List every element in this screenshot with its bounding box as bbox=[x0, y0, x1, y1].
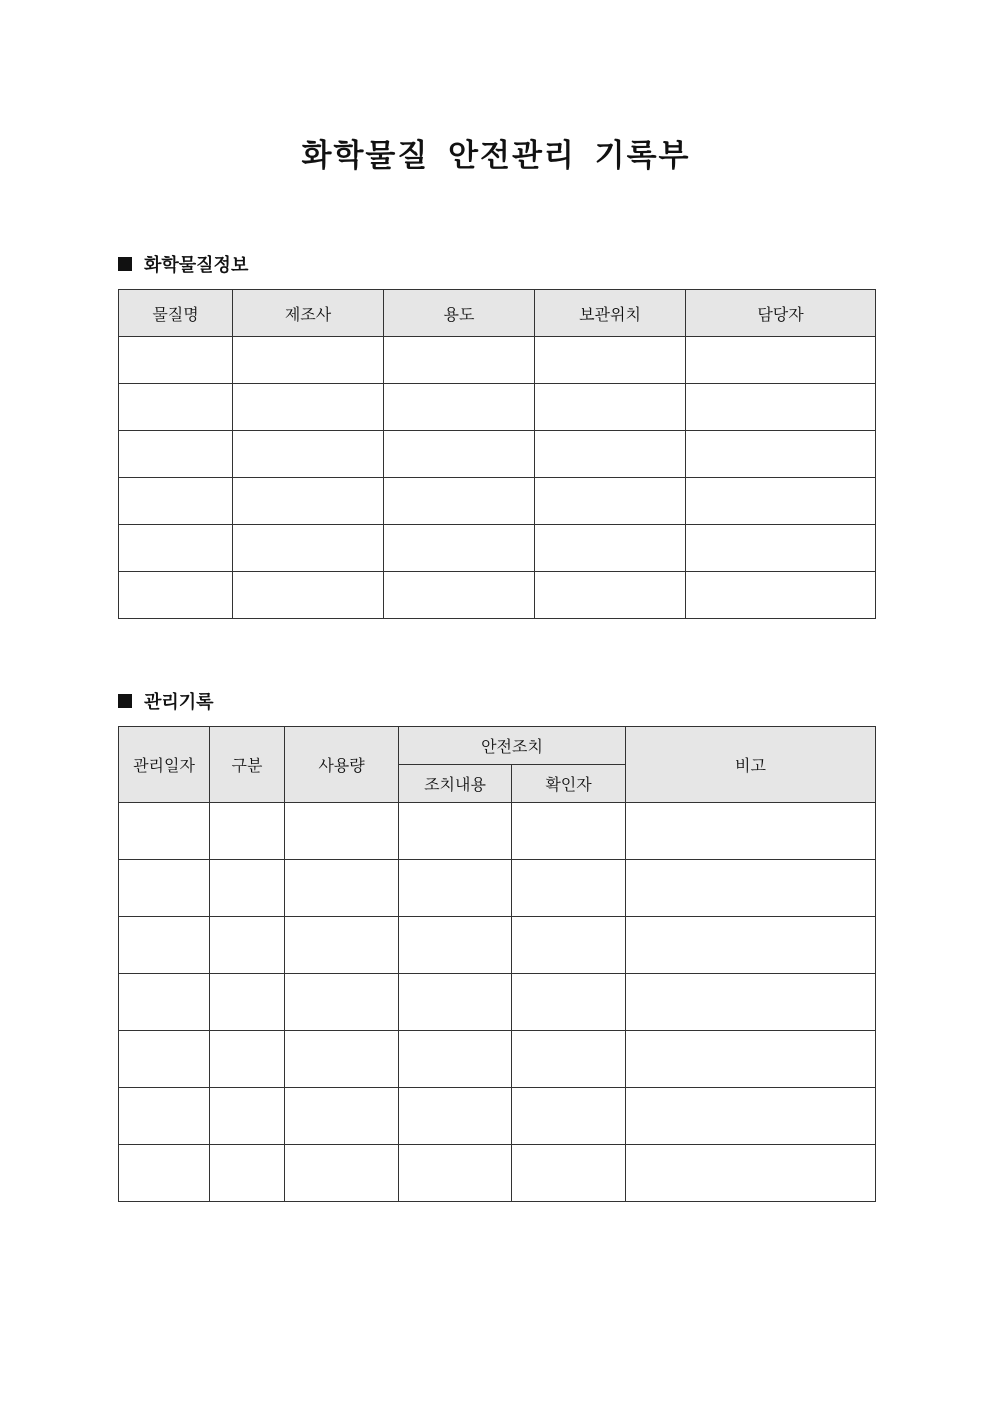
table-cell[interactable] bbox=[535, 572, 686, 619]
table-cell[interactable] bbox=[384, 337, 535, 384]
table-cell[interactable] bbox=[535, 525, 686, 572]
section-heading-management-record bbox=[118, 688, 214, 714]
section-heading-label: 관리기록 bbox=[144, 692, 214, 713]
table-cell[interactable] bbox=[384, 384, 535, 431]
col-header-amount-used: 사용량 bbox=[285, 727, 399, 803]
table-cell[interactable] bbox=[210, 860, 285, 917]
table-cell[interactable] bbox=[512, 974, 626, 1031]
table-header-row bbox=[119, 727, 876, 765]
table-row bbox=[119, 803, 876, 860]
management-record-table bbox=[118, 726, 876, 1202]
table-cell[interactable] bbox=[210, 1031, 285, 1088]
table-row bbox=[119, 860, 876, 917]
table-cell[interactable] bbox=[285, 803, 399, 860]
col-header-storage-location: 보관위치 bbox=[535, 290, 686, 337]
table-cell[interactable] bbox=[512, 1088, 626, 1145]
table-cell[interactable] bbox=[119, 384, 233, 431]
table-cell[interactable] bbox=[384, 431, 535, 478]
table-cell[interactable] bbox=[535, 337, 686, 384]
table-cell[interactable] bbox=[512, 1145, 626, 1202]
square-bullet-icon bbox=[118, 694, 132, 708]
table-cell[interactable] bbox=[233, 572, 384, 619]
table-cell[interactable] bbox=[384, 525, 535, 572]
table-cell[interactable] bbox=[399, 1088, 512, 1145]
table-cell[interactable] bbox=[686, 525, 876, 572]
table-row bbox=[119, 1088, 876, 1145]
table-cell[interactable] bbox=[119, 803, 210, 860]
table-cell[interactable] bbox=[686, 478, 876, 525]
table-cell[interactable] bbox=[119, 917, 210, 974]
table-cell[interactable] bbox=[233, 384, 384, 431]
table-cell[interactable] bbox=[233, 431, 384, 478]
table-cell[interactable] bbox=[686, 572, 876, 619]
table-cell[interactable] bbox=[210, 974, 285, 1031]
table-cell[interactable] bbox=[399, 1031, 512, 1088]
section-heading-chemical-info bbox=[118, 251, 248, 277]
table-cell[interactable] bbox=[119, 1031, 210, 1088]
table-cell[interactable] bbox=[626, 1031, 876, 1088]
table-row bbox=[119, 478, 876, 525]
table-row bbox=[119, 431, 876, 478]
table-row bbox=[119, 1031, 876, 1088]
table-cell[interactable] bbox=[626, 860, 876, 917]
table-cell[interactable] bbox=[119, 860, 210, 917]
table-cell[interactable] bbox=[233, 525, 384, 572]
table-cell[interactable] bbox=[535, 478, 686, 525]
table-cell[interactable] bbox=[399, 860, 512, 917]
col-header-category: 구분 bbox=[210, 727, 285, 803]
table-row bbox=[119, 1145, 876, 1202]
table-cell[interactable] bbox=[626, 917, 876, 974]
page-title: 화학물질 안전관리 기록부 bbox=[301, 138, 691, 174]
table-cell[interactable] bbox=[512, 803, 626, 860]
table-row bbox=[119, 384, 876, 431]
table-cell[interactable] bbox=[535, 384, 686, 431]
table-cell[interactable] bbox=[626, 974, 876, 1031]
table-cell[interactable] bbox=[384, 572, 535, 619]
table-cell[interactable] bbox=[119, 525, 233, 572]
table-cell[interactable] bbox=[210, 917, 285, 974]
table-cell[interactable] bbox=[285, 917, 399, 974]
table-row bbox=[119, 974, 876, 1031]
table-cell[interactable] bbox=[233, 478, 384, 525]
table-cell[interactable] bbox=[626, 1145, 876, 1202]
table-cell[interactable] bbox=[512, 860, 626, 917]
table-cell[interactable] bbox=[535, 431, 686, 478]
table-cell[interactable] bbox=[686, 431, 876, 478]
table-row bbox=[119, 572, 876, 619]
col-header-checker: 확인자 bbox=[512, 765, 626, 803]
table-cell[interactable] bbox=[399, 917, 512, 974]
table-cell[interactable] bbox=[210, 803, 285, 860]
col-header-remarks: 비고 bbox=[626, 727, 876, 803]
table-cell[interactable] bbox=[119, 1088, 210, 1145]
table-cell[interactable] bbox=[119, 572, 233, 619]
table-cell[interactable] bbox=[233, 337, 384, 384]
table-row bbox=[119, 917, 876, 974]
col-header-usage: 용도 bbox=[384, 290, 535, 337]
table-cell[interactable] bbox=[686, 384, 876, 431]
table-cell[interactable] bbox=[399, 974, 512, 1031]
table-cell[interactable] bbox=[285, 1088, 399, 1145]
table-cell[interactable] bbox=[119, 431, 233, 478]
table-cell[interactable] bbox=[686, 337, 876, 384]
chemical-info-table bbox=[118, 289, 876, 619]
table-cell[interactable] bbox=[119, 337, 233, 384]
col-header-manufacturer: 제조사 bbox=[233, 290, 384, 337]
table-cell[interactable] bbox=[210, 1088, 285, 1145]
table-cell[interactable] bbox=[285, 860, 399, 917]
col-header-safety-measures: 안전조치 bbox=[399, 727, 626, 765]
table-header-row bbox=[119, 290, 876, 337]
table-row bbox=[119, 525, 876, 572]
table-cell[interactable] bbox=[210, 1145, 285, 1202]
col-header-substance-name: 물질명 bbox=[119, 290, 233, 337]
col-header-action-details: 조치내용 bbox=[399, 765, 512, 803]
table-cell[interactable] bbox=[285, 1031, 399, 1088]
table-cell[interactable] bbox=[285, 974, 399, 1031]
table-cell[interactable] bbox=[512, 1031, 626, 1088]
table-cell[interactable] bbox=[119, 974, 210, 1031]
table-cell[interactable] bbox=[626, 1088, 876, 1145]
table-cell[interactable] bbox=[285, 1145, 399, 1202]
square-bullet-icon bbox=[118, 257, 132, 271]
table-cell[interactable] bbox=[119, 1145, 210, 1202]
col-header-manager: 담당자 bbox=[686, 290, 876, 337]
table-cell[interactable] bbox=[399, 803, 512, 860]
table-row bbox=[119, 337, 876, 384]
col-header-management-date: 관리일자 bbox=[119, 727, 210, 803]
table-cell[interactable] bbox=[512, 917, 626, 974]
table-cell[interactable] bbox=[384, 478, 535, 525]
table-cell[interactable] bbox=[119, 478, 233, 525]
section-heading-label: 화학물질정보 bbox=[144, 255, 249, 276]
table-cell[interactable] bbox=[626, 803, 876, 860]
table-cell[interactable] bbox=[399, 1145, 512, 1202]
